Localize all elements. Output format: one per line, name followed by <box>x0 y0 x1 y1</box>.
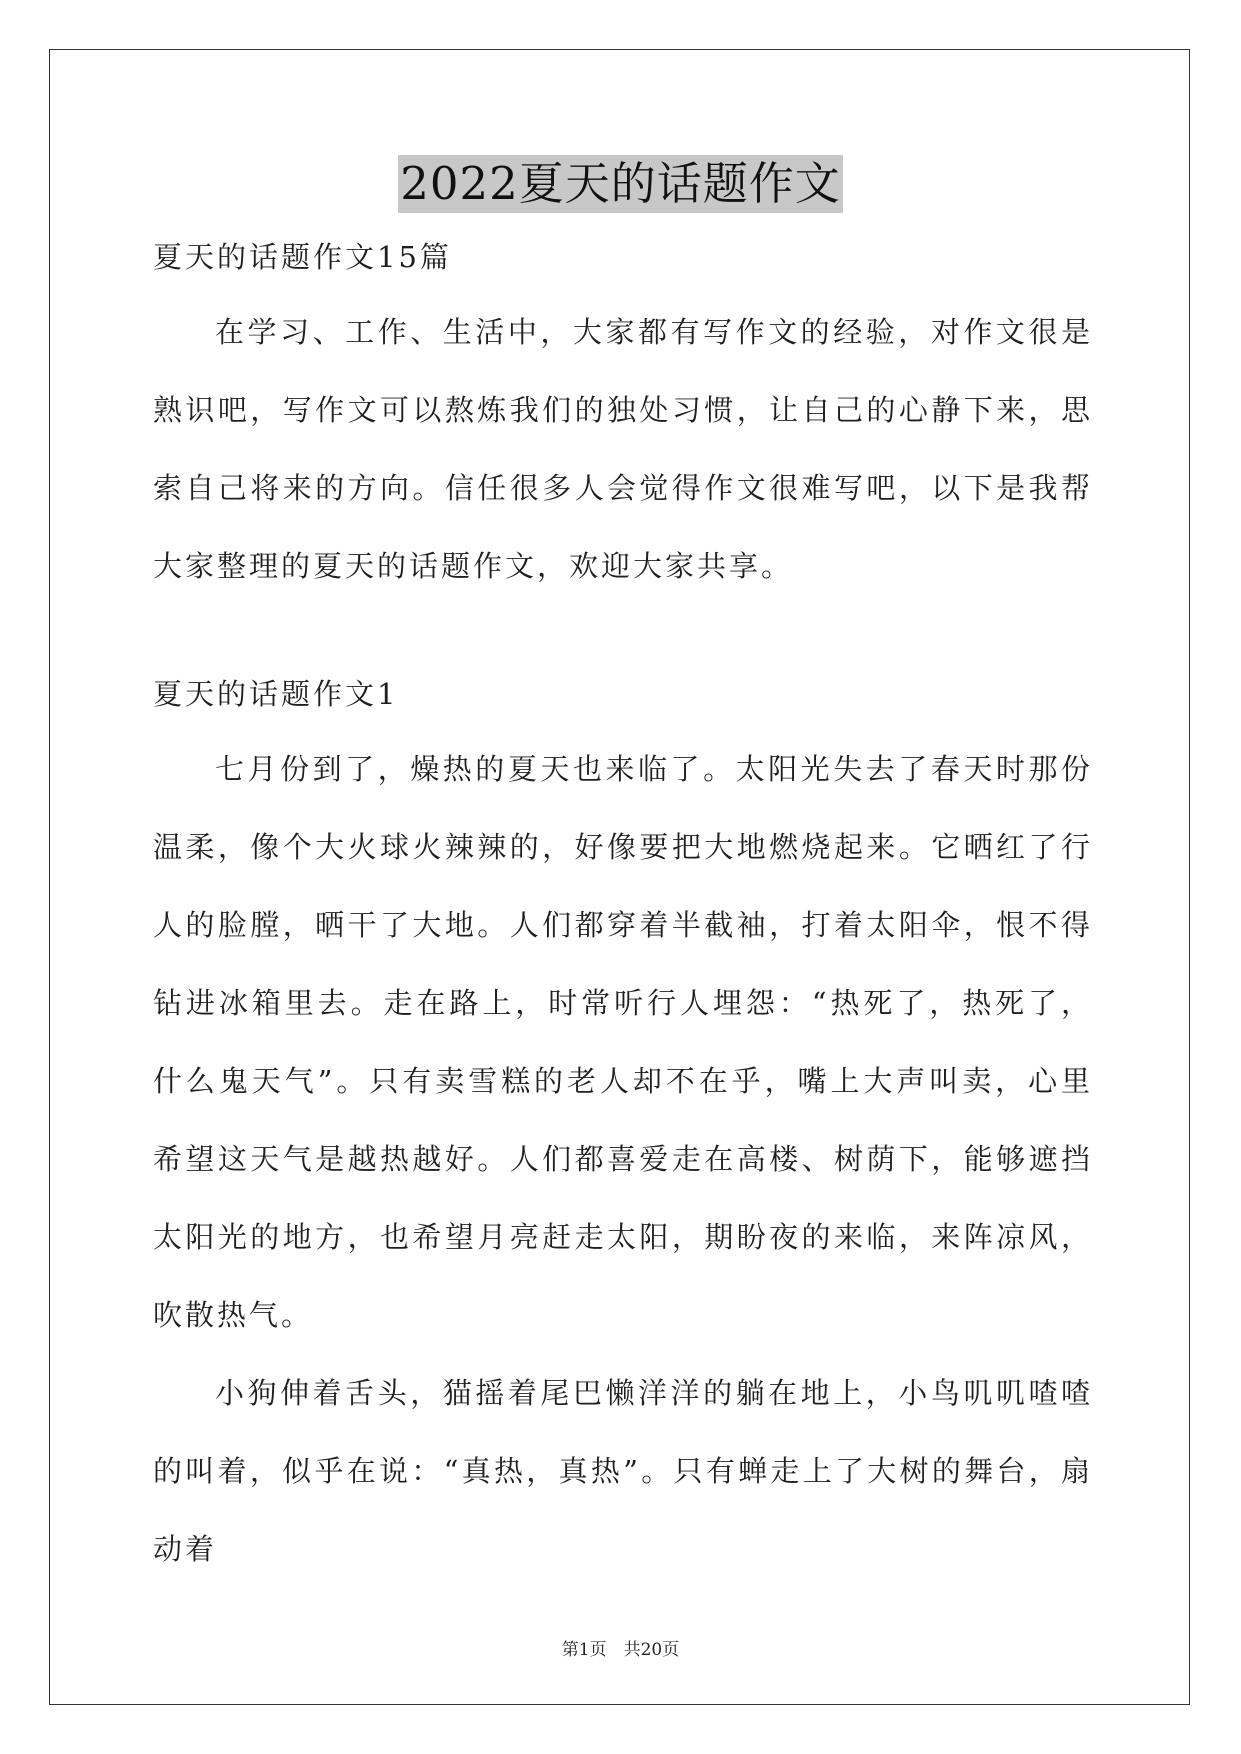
body-block <box>153 730 1093 1588</box>
document-subtitle: 夏天的话题作文15篇 <box>153 240 452 274</box>
page-footer: 第1页 共20页 <box>561 1640 680 1660</box>
document-title: 2022夏天的话题作文 <box>398 155 843 213</box>
title-container <box>0 155 1241 213</box>
intro-block <box>153 293 1093 605</box>
body-paragraph-1: 七月份到了，燥热的夏天也来临了。太阳光失去了春天时那份温柔，像个大火球火辣辣的，好像要把大地燃烧起来。它晒红了行人的脸膛，晒干了大地。人们都穿着半截袖，打着太阳伞，恨不得钻进冰箱里去。走在路上，时常听行人埋怨：“热死了，热死了，什么鬼天气”。只有卖雪糕的老人却不在乎，嘴上大声叫卖，心里希望这天气是越热越好。人们都喜爱走在高楼、树荫下，能够遮挡太阳光的地方，也希望月亮赶走太阳，期盼夜的来临，来阵凉风，吹散热气。 <box>153 752 1093 1332</box>
body-paragraph-2: 小狗伸着舌头，猫摇着尾巴懒洋洋的躺在地上，小鸟叽叽喳喳的叫着，似乎在说：“真热，真热”。只有蝉走上了大树的舞台，扇动着 <box>153 1376 1093 1566</box>
intro-paragraph: 在学习、工作、生活中，大家都有写作文的经验，对作文很是熟识吧，写作文可以熬炼我们的独处习惯，让自己的心静下来，思索自己将来的方向。信任很多人会觉得作文很难写吧，以下是我帮大家整理的夏天的话题作文，欢迎大家共享。 <box>153 315 1093 583</box>
section-heading: 夏天的话题作文1 <box>153 677 399 711</box>
